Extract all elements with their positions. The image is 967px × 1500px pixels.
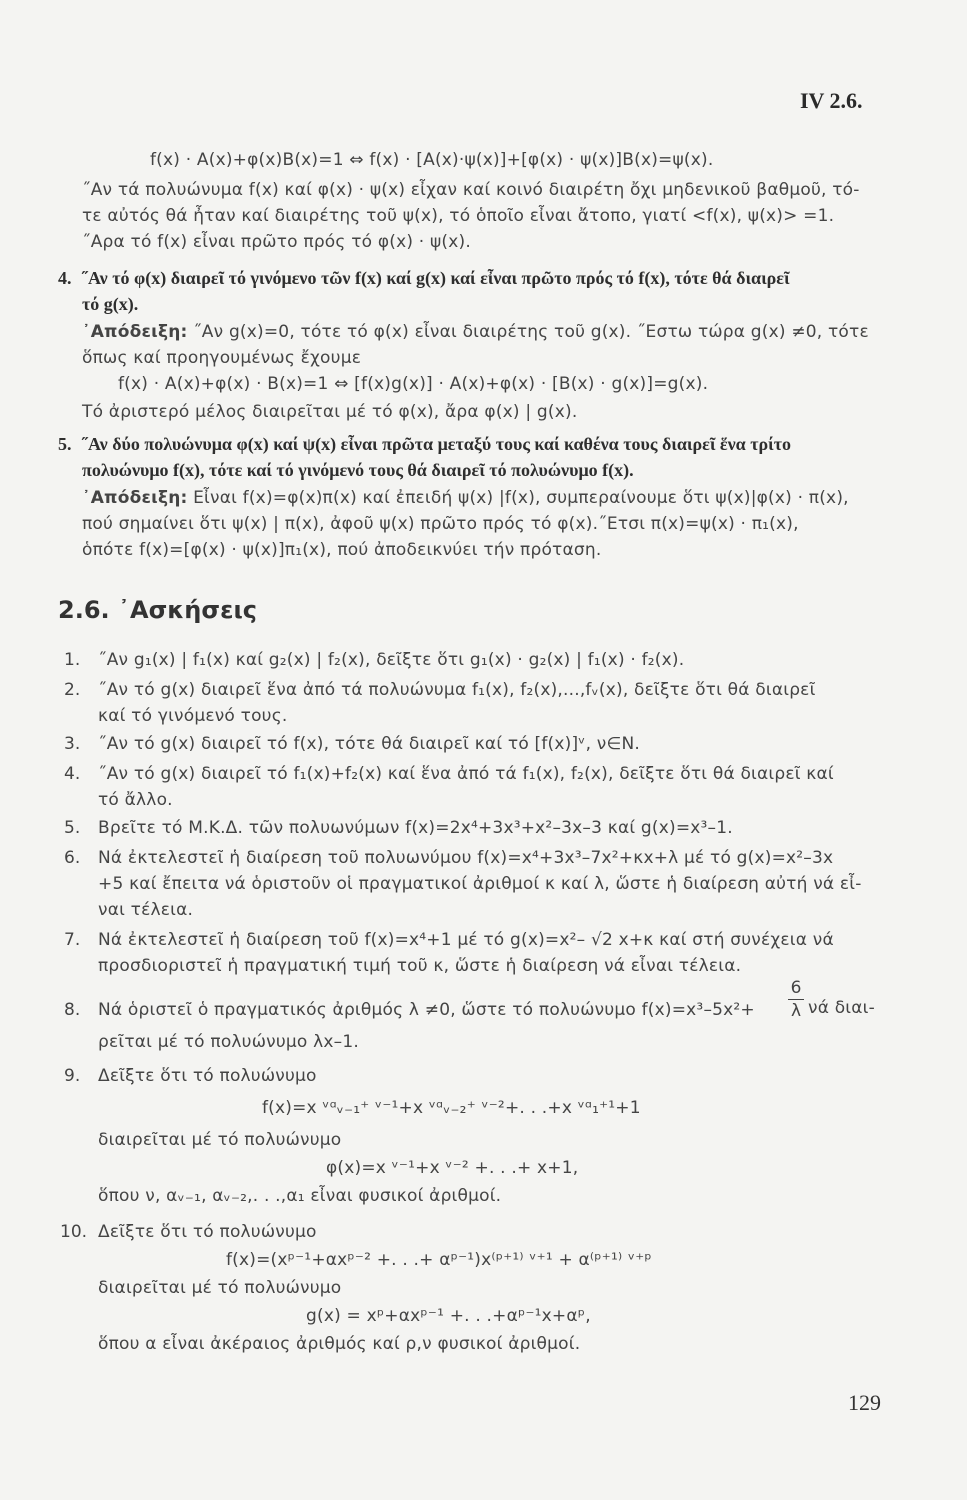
proposition-number: 5. [58,434,72,454]
exercise-text: Νά ἐκτελεστεῖ ἡ διαίρεση τοῦ f(x)=x⁴+1 μέ τό g(x)=x²– √2 x+κ καί στή συνέχεια νά [98,930,834,950]
proposition-statement: πολυώνυμο f(x), τότε καί τό γινόμενό τους θά διαιρεῖ τό πολυώνυμο f(x). [82,460,634,480]
exercise-text: ναι τέλεια. [98,900,194,920]
exercise-text: ρεῖται μέ τό πολυώνυμο λx–1. [98,1032,359,1052]
exercise-text: Νά ὁριστεῖ ὁ πραγματικός ἀριθμός λ ≠0, ὥστε τό πολυώνυμο f(x)=x³–5x²+ [98,1000,755,1020]
proof-equation: f(x) · A(x)+φ(x) · B(x)=1 ⇔ [f(x)g(x)] · A(x)+φ(x) · [B(x) · g(x)]=g(x). [118,374,709,394]
proposition-statement: ˝Αν τό φ(x) διαιρεῖ τό γινόμενο τῶν f(x) καί g(x) καί εἶναι πρῶτο πρός τό f(x), τότε θά διαιρεῖ [82,268,790,288]
exercise-equation: f(x)=x ᵛᵅᵥ₋₁⁺ ᵛ⁻¹+x ᵛᵅᵥ₋₂⁺ ᵛ⁻²+. . .+x ᵛᵅ₁⁺¹+1 [262,1098,641,1118]
proof-line: Τό ἀριστερό μέλος διαιρεῖται μέ τό φ(x), ἄρα φ(x) | g(x). [82,402,578,422]
exercise-text: διαιρεῖται μέ τό πολυώνυμο [98,1130,342,1150]
equation-line: f(x) · A(x)+φ(x)B(x)=1 ⇔ f(x) · [A(x)·ψ(x)]+[φ(x) · ψ(x)]B(x)=ψ(x). [150,150,714,170]
exercise-text: ὅπου ν, αᵥ₋₁, αᵥ₋₂,. . .,α₁ εἶναι φυσικοί ἀριθμοί. [98,1186,502,1206]
fraction-denominator: λ [790,1001,802,1021]
exercise-number: 2. [64,680,81,700]
exercise-equation: f(x)=(xᵖ⁻¹+αxᵖ⁻² +. . .+ αᵖ⁻¹)x⁽ᵖ⁺¹⁾ ᵛ⁺¹ + α⁽ᵖ⁺¹⁾ ᵛ⁺ᵖ [226,1250,652,1270]
proof-label: ᾿Απόδειξη: [82,322,188,342]
exercise-number: 9. [64,1066,81,1086]
exercise-text: ˝Αν τό g(x) διαιρεῖ ἕνα ἀπό τά πολυώνυμα f₁(x), f₂(x),...,fᵥ(x), δεῖξτε ὅτι θά διαιρεῖ [98,680,816,700]
fraction-bar [788,999,804,1000]
proof-line [82,322,869,342]
proof-line [82,488,849,508]
exercise-text: Δεῖξτε ὅτι τό πολυώνυμο [98,1222,317,1242]
exercise-text: ˝Αν τό g(x) διαιρεῖ τό f₁(x)+f₂(x) καί ἕνα ἀπό τά f₁(x), f₂(x), δεῖξτε ὅτι θά διαιρεῖ καί [98,764,834,784]
exercise-text: καί τό γινόμενό τους. [98,706,288,726]
proof-line: πού σημαίνει ὅτι ψ(x) | π(x), ἀφοῦ ψ(x) πρῶτο πρός τό φ(x).˝Ετσι π(x)=ψ(x) · π₁(x), [82,514,799,534]
exercise-text: ˝Αν g₁(x) | f₁(x) καί g₂(x) | f₂(x), δεῖξτε ὅτι g₁(x) · g₂(x) | f₁(x) · f₂(x). [98,650,685,670]
exercise-text: νά διαι- [808,998,875,1018]
proof-text: ˝Αν g(x)=0, τότε τό φ(x) εἶναι διαιρέτης τοῦ g(x). ˝Εστω τώρα g(x) ≠0, τότε [193,322,869,342]
exercise-text: ˝Αν τό g(x) διαιρεῖ τό f(x), τότε θά διαιρεῖ καί τό [f(x)]ᵛ, ν∈N. [98,734,641,754]
exercise-equation: g(x) = xᵖ+αxᵖ⁻¹ +. . .+αᵖ⁻¹x+αᵖ, [306,1306,591,1326]
exercise-number: 5. [64,818,81,838]
exercise-text: Νά ἐκτελεστεῖ ἡ διαίρεση τοῦ πολυωνύμου f(x)=x⁴+3x³–7x²+κx+λ μέ τό g(x)=x²–3x [98,848,834,868]
proof-line: ὅπως καί προηγουμένως ἔχουμε [82,348,362,368]
exercise-number: 7. [64,930,81,950]
section-title: 2.6. ᾿Ασκήσεις [58,596,258,624]
proposition-statement: τό g(x). [82,294,139,314]
exercise-number: 3. [64,734,81,754]
exercise-text: τό ἄλλο. [98,790,173,810]
exercise-number: 1. [64,650,81,670]
paragraph-line: ˝Αρα τό f(x) εἶναι πρῶτο πρός τό φ(x) · ψ(x). [82,232,471,252]
proposition-statement: ˝Αν δύο πολυώνυμα φ(x) καί ψ(x) εἶναι πρῶτα μεταξύ τους καί καθένα τους διαιρεῖ ἕνα τρίτο [82,434,792,454]
exercise-number: 6. [64,848,81,868]
exercise-number: 8. [64,1000,81,1020]
paragraph-line: τε αὐτός θά ἦταν καί διαιρέτης τοῦ ψ(x), τό ὁποῖο εἶναι ἄτοπο, γιατί <f(x), ψ(x)> =1. [82,206,835,226]
exercise-text: +5 καί ἔπειτα νά ὁριστοῦν οἱ πραγματικοί ἀριθμοί κ καί λ, ὥστε ἡ διαίρεση αὐτή νά εἶ- [98,874,862,894]
exercise-text: Βρεῖτε τό Μ.Κ.Δ. τῶν πολυωνύμων f(x)=2x⁴+3x³+x²–3x–3 καί g(x)=x³–1. [98,818,733,838]
exercise-text: προσδιοριστεῖ ἡ πραγματική τιμή τοῦ κ, ὥστε ἡ διαίρεση νά εἶναι τέλεια. [98,956,742,976]
exercise-number: 4. [64,764,81,784]
fraction-numerator: 6 [790,978,802,998]
paragraph-line: ˝Αν τά πολυώνυμα f(x) καί φ(x) · ψ(x) εἶχαν καί κοινό διαιρέτη ὄχι μηδενικοῦ βαθμοῦ, τό- [82,180,860,200]
exercise-text: Δεῖξτε ὅτι τό πολυώνυμο [98,1066,317,1086]
proof-label: ᾿Απόδειξη: [82,488,188,508]
proof-text: Εἶναι f(x)=φ(x)π(x) καί ἐπειδή ψ(x) |f(x), συμπεραίνουμε ὅτι ψ(x)|φ(x) · π(x), [193,488,849,508]
page-number: 129 [848,1390,881,1415]
proposition-number: 4. [58,268,72,288]
exercise-number: 10. [60,1222,88,1242]
exercise-equation: φ(x)=x ᵛ⁻¹+x ᵛ⁻² +. . .+ x+1, [326,1158,579,1178]
exercise-text: ὅπου α εἶναι ἀκέραιος ἀριθμός καί ρ,ν φυσικοί ἀριθμοί. [98,1334,581,1354]
running-header: IV 2.6. [800,88,863,113]
fraction [788,978,804,1021]
exercise-text: διαιρεῖται μέ τό πολυώνυμο [98,1278,342,1298]
proof-line: ὁπότε f(x)=[φ(x) · ψ(x)]π₁(x), πού ἀποδεικνύει τήν πρόταση. [82,540,602,560]
